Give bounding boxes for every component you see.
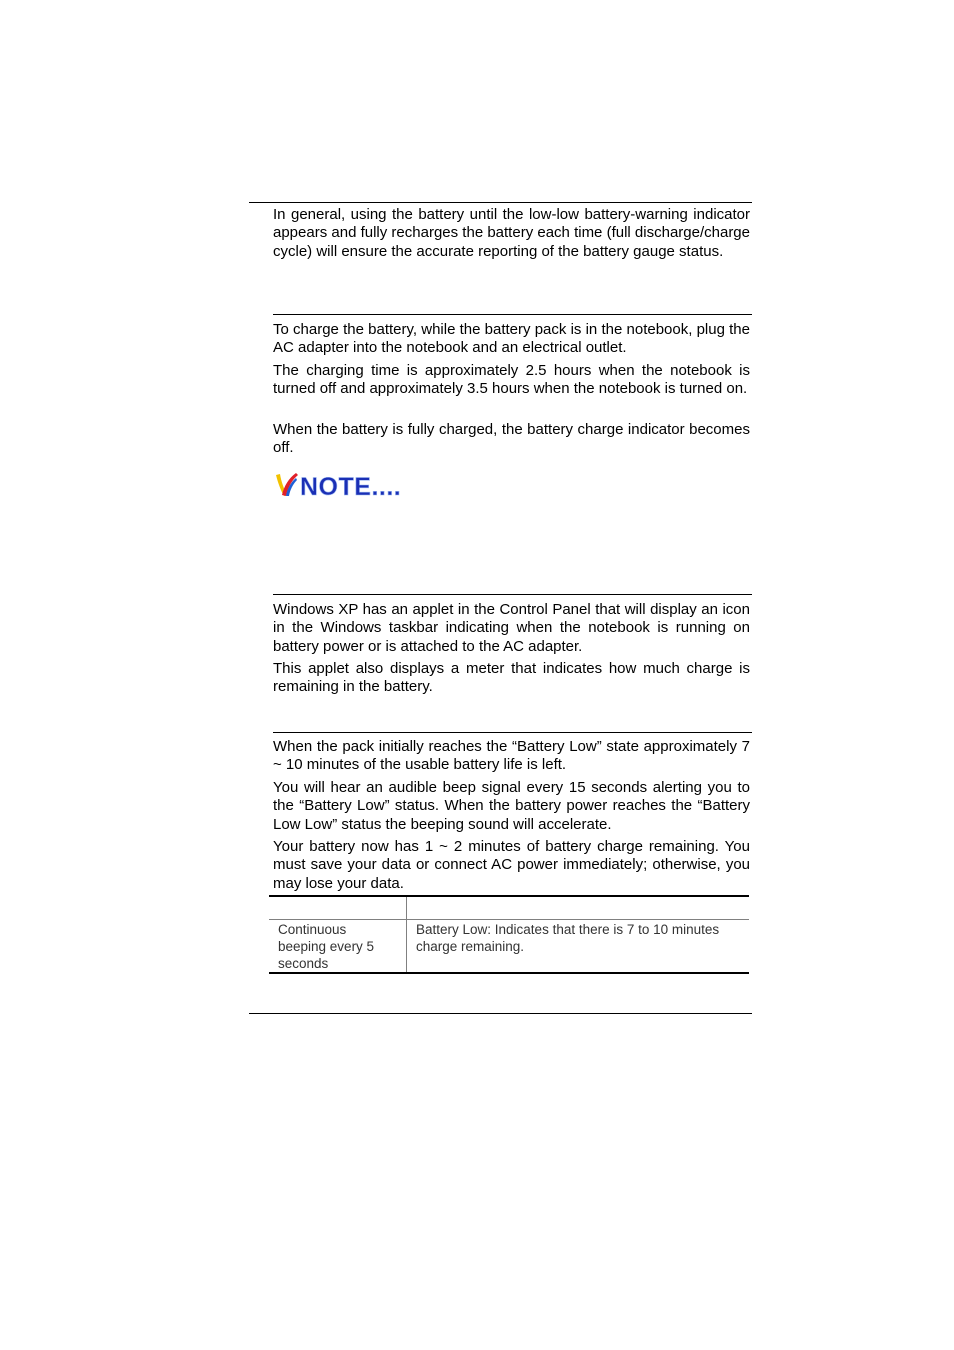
section-rule: [273, 732, 752, 733]
table-row: [269, 920, 749, 974]
paragraph: The charging time is approximately 2.5 hours when the notebook is turned off and approximately 3.5 hours when the notebook is turned on.: [273, 362, 750, 398]
paragraph: You will hear an audible beep signal every 15 seconds alerting you to the “Battery Low” status. When the battery power reaches the “Battery Low Low” status the beeping sound will accelerate.: [273, 779, 750, 833]
bottom-rule: [249, 1013, 752, 1014]
note-logo: [274, 471, 410, 499]
paragraph: When the battery is fully charged, the battery charge indicator becomes off.: [273, 421, 750, 457]
paragraph: Your battery now has 1 ~ 2 minutes of battery charge remaining. You must save your data or connect AC power immediately; otherwise, you may lose your data.: [273, 838, 750, 892]
beep-signal-cell: Continuous beeping every 5 seconds: [269, 920, 407, 974]
section-rule: [273, 594, 752, 595]
note-mark-red-icon: [282, 473, 298, 496]
beep-signal-table: [269, 895, 749, 974]
beep-meaning-cell: Battery Low: Indicates that there is 7 to 10 minutes charge remaining.: [407, 920, 750, 974]
table-header-cell: [269, 896, 407, 920]
paragraph: To charge the battery, while the battery pack is in the notebook, plug the AC adapter into the notebook and an electrical outlet.: [273, 321, 750, 357]
note-label: NOTE....: [300, 473, 402, 499]
paragraph: When the pack initially reaches the “Battery Low” state approximately 7 ~ 10 minutes of the usable battery life is left.: [273, 738, 750, 774]
table-header-cell: [407, 896, 750, 920]
paragraph: This applet also displays a meter that indicates how much charge is remaining in the battery.: [273, 660, 750, 696]
paragraph: In general, using the battery until the low-low battery-warning indicator appears and fully recharges the battery each time (full discharge/charge cycle) will ensure the accurate reporting of the battery gauge status.: [273, 206, 750, 260]
section-rule: [273, 314, 752, 315]
table-header-row: [269, 896, 749, 920]
top-rule: [249, 202, 752, 203]
paragraph: Windows XP has an applet in the Control Panel that will display an icon in the Windows taskbar indicating when the notebook is running on battery power or is attached to the AC adapter.: [273, 601, 750, 655]
